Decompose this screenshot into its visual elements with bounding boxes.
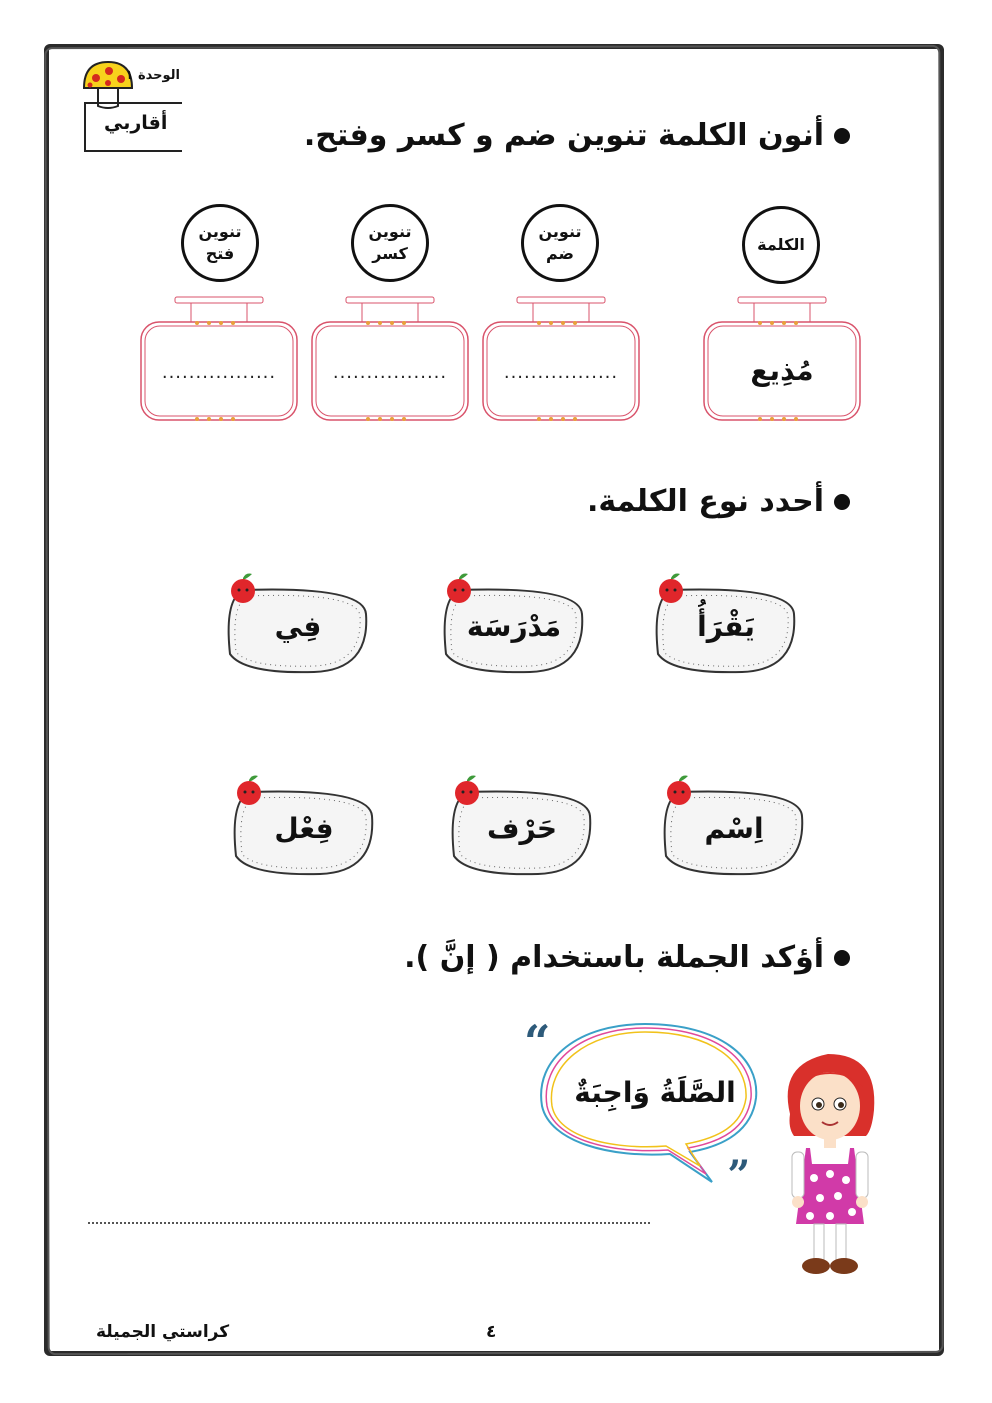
header-line: ضم	[546, 244, 575, 263]
answer-blank[interactable]: .................	[161, 362, 277, 383]
word-pill[interactable]	[448, 786, 596, 878]
word-fil: فِعْل	[274, 812, 334, 845]
word-mudhi: مُذِيع	[750, 354, 814, 387]
answer-card-fath[interactable]	[139, 296, 299, 422]
word-harf: حَرْف	[486, 812, 558, 845]
word-pill[interactable]	[224, 584, 372, 676]
apple-icon	[228, 572, 258, 604]
card-frame	[139, 296, 299, 422]
section1-heading	[304, 118, 850, 153]
word-pill[interactable]	[652, 584, 800, 676]
card-frame	[310, 296, 470, 422]
word-yaqra: يَقْرَأُ	[697, 610, 755, 643]
word-pill[interactable]	[230, 786, 378, 878]
unit-badge	[78, 58, 188, 154]
answer-line[interactable]	[88, 1210, 650, 1224]
section3-heading-text: أؤكد الجملة باستخدام ( إنَّ ).	[404, 940, 824, 975]
word-fi: فِي	[274, 610, 322, 643]
sentence-text: الصَّلَةُ وَاجِبَةٌ	[574, 1076, 736, 1109]
word-madrasa: مَدْرَسَة	[466, 610, 562, 643]
header-line: كسر	[372, 244, 408, 263]
word-pill[interactable]	[660, 786, 808, 878]
svg-text:“: “	[524, 1018, 551, 1069]
section3-heading	[404, 940, 850, 975]
column-header-fath	[181, 204, 259, 282]
answer-card-damm[interactable]	[481, 296, 641, 422]
answer-blank[interactable]: .................	[503, 362, 619, 383]
svg-text:„: „	[728, 1129, 752, 1176]
word-ism: اِسْم	[704, 812, 764, 845]
column-header-damm	[521, 204, 599, 282]
word-card	[702, 296, 862, 422]
header-line: تنوين	[538, 222, 582, 242]
header-line: فتح	[205, 244, 235, 263]
section1-heading-text: أنون الكلمة تنوين ضم و كسر وفتح.	[303, 118, 824, 153]
word-pill[interactable]	[440, 584, 588, 676]
header-line: تنوين	[198, 222, 242, 242]
bullet-icon	[834, 494, 850, 510]
apple-icon	[234, 774, 264, 806]
apple-icon	[452, 774, 482, 806]
answer-card-kasr[interactable]	[310, 296, 470, 422]
column-header-word	[742, 206, 820, 284]
card-frame	[481, 296, 641, 422]
unit-label: الوحدة ١	[125, 68, 180, 83]
section2-heading-text: أحدد نوع الكلمة.	[586, 484, 824, 519]
header-line: الكلمة	[757, 235, 805, 255]
bullet-icon	[834, 128, 850, 144]
apple-icon	[664, 774, 694, 806]
page-number: ٤	[486, 1322, 497, 1342]
bullet-icon	[834, 950, 850, 966]
unit-title: أقاربي	[104, 112, 168, 134]
section2-heading	[587, 484, 850, 519]
answer-blank[interactable]: .................	[332, 362, 448, 383]
column-header-kasr	[351, 204, 429, 282]
book-title: كراستي الجميلة	[96, 1322, 230, 1342]
apple-icon	[656, 572, 686, 604]
apple-icon	[444, 572, 474, 604]
header-line: تنوين	[368, 222, 412, 242]
girl-illustration	[770, 1044, 890, 1280]
